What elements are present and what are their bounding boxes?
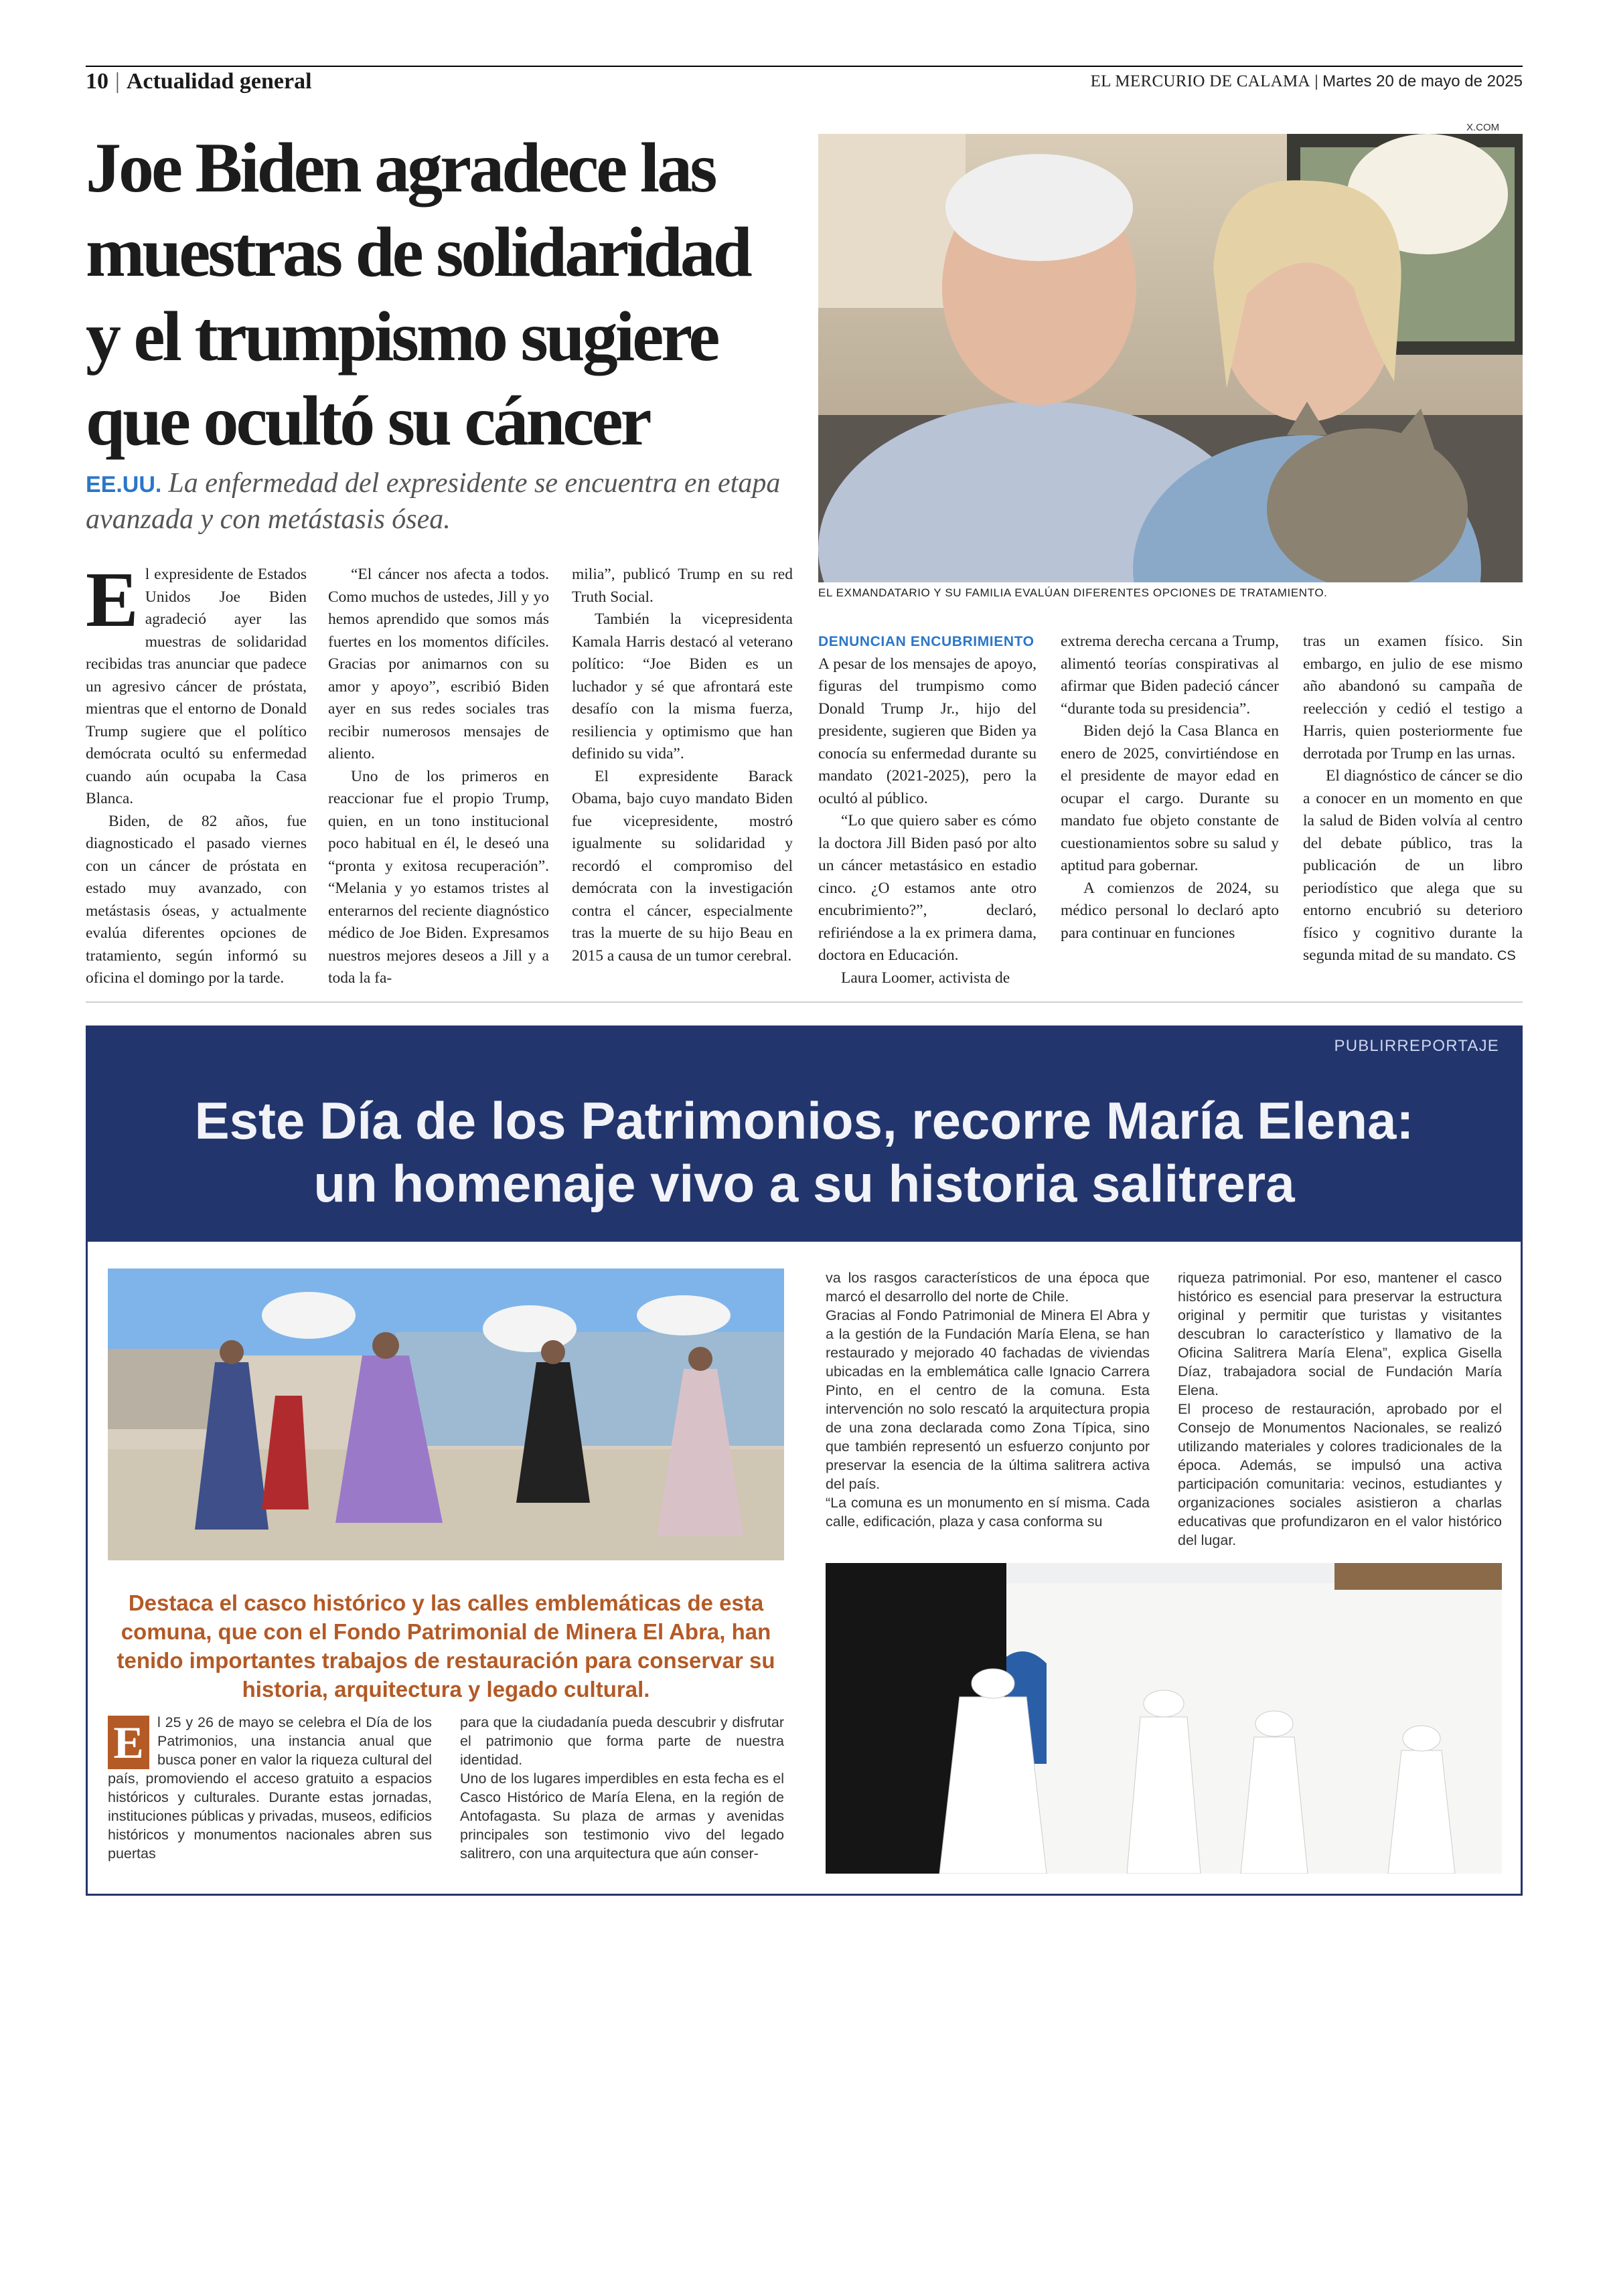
ad-column-1 <box>108 1713 432 1863</box>
paragraph: Biden, de 82 años, fue diagnosticado el pasado viernes con un cáncer de próstata en estado muy avanzado, con metástasis óseas, y actualmente evalúa diferentes opciones de tratamiento, según informó su oficina el domingo por la tarde. <box>86 812 307 987</box>
biden-family-photo <box>818 134 1523 582</box>
article-column-1 <box>86 556 307 990</box>
paragraph <box>86 556 307 811</box>
deck <box>86 466 802 537</box>
photo-caption: EL EXMANDATARIO Y SU FAMILIA EVALÚAN DIFERENTES OPCIONES DE TRATAMIENTO. <box>818 586 1328 599</box>
end-mark: CS <box>1497 949 1516 963</box>
header-separator: | <box>115 69 120 94</box>
ad-title-band <box>88 1028 1521 1242</box>
kicker: EE.UU. <box>86 472 162 497</box>
paragraph: También la vicepresidenta Kamala Harris destacó al veterano político: “Joe Biden es un luchador y sé que afrontará este desafío con la misma fuerza, resiliencia y optimismo que han definido su vida”. <box>572 610 793 762</box>
headline <box>86 126 809 463</box>
article-column-5 <box>1061 631 1279 945</box>
header-separator: | <box>1314 72 1319 90</box>
issue-date: Martes 20 de mayo de 2025 <box>1322 72 1523 90</box>
paragraph: El expresidente Barack Obama, bajo cuyo mandato Biden fue vicepresidente, mostró igualmente su solidaridad y recordó el compromiso del demócrata con la investigación contra el cáncer, especialmente tras la muerte de su hijo Beau en 2015 a causa de un tumor cerebral. <box>572 767 793 965</box>
headline-line: que ocultó su cáncer <box>86 382 649 460</box>
header-left <box>86 69 312 94</box>
photo-illustration <box>826 1563 1502 1874</box>
article-column-6 <box>1303 631 1523 968</box>
publireportaje <box>86 1026 1523 1896</box>
ad-title <box>88 1089 1521 1215</box>
paragraph: extrema derecha cercana a Trump, alimentó teorías conspirativas al afirmar que Biden padeció cáncer “durante toda su presidencia”. <box>1061 633 1279 718</box>
drop-cap: E <box>108 1716 149 1769</box>
newspaper-name: EL MERCURIO DE CALAMA <box>1090 72 1310 90</box>
section-divider <box>86 1001 1523 1003</box>
article-column-2 <box>328 564 549 990</box>
ad-lead: Destaca el casco histórico y las calles emblemáticas de esta comuna, que con el Fondo Patrimonial de Minera El Abra, han tenido importantes trabajos de restauración para conservar su historia, arquitectura y legado cultural. <box>117 1590 775 1702</box>
ad-text: “La comuna es un monumento en sí misma. Cada calle, edificación, plaza y casa conforma su <box>826 1495 1150 1530</box>
article-column-4 <box>818 631 1037 989</box>
headline-line: y el trumpismo sugiere <box>86 297 718 376</box>
header-right <box>1091 72 1523 91</box>
photo-illustration <box>108 1268 784 1560</box>
photo-credit: X.COM <box>1466 122 1500 133</box>
page-number: 10 <box>86 69 108 94</box>
parade-photo <box>108 1268 784 1560</box>
paragraph: Biden dejó la Casa Blanca en enero de 2025, convirtiéndose en el presidente de mayor edad en ocupar el cargo. Durante su mandato fue objeto constante de cuestionamientos sobre su salud y aptitud para gobernar. <box>1061 722 1279 874</box>
headline-line: muestras de solidaridad <box>86 213 750 291</box>
paragraph: “Lo que quiero saber es cómo la doctora Jill Biden pasó por alto un cáncer metastásico en estadio cinco. ¿O estamos ante otro encubrimiento?”, declaró, refiriéndose a la ex primera dama, doctora en Educación. <box>818 812 1037 964</box>
headline-line: Joe Biden agradece las <box>86 129 715 207</box>
paragraph: A comienzos de 2024, su médico personal lo declaró apto para continuar en funciones <box>1061 879 1279 942</box>
ad-text: para que la ciudadanía pueda descubrir y disfrutar el patrimonio que forma parte de nuestra identidad. <box>460 1714 784 1768</box>
ad-text: Gracias al Fondo Patrimonial de Minera El Abra y a la gestión de la Fundación María Elena, se han restaurado y mejorado 40 fachadas de viviendas ubicadas en la emblemática calle Ignacio Carrera Pinto, en el centro de la comuna. Esta intervención no solo rescató la arquitectura propia de una zona declarada como Zona Típica, sino que también representó un esfuerzo conjunto por preservar la esencia de la última salitrera activa del país. <box>826 1307 1150 1492</box>
drop-cap: E <box>86 556 139 643</box>
paragraph: Laura Loomer, activista de <box>841 969 1010 987</box>
paragraph-text: l expresidente de Estados Unidos Joe Biden agradeció ayer las muestras de solidaridad recibidas tras anunciar que padece un agresivo cáncer de próstata, mientras que el entorno de Donald Trump sugiere que el político demócrata ocultó su enfermedad cuando aún ocupaba la Casa Blanca. <box>86 566 307 807</box>
photo-illustration <box>818 134 1523 582</box>
ad-tag: PUBLIRREPORTAJE <box>1334 1037 1499 1055</box>
ad-title-line: un homenaje vivo a su historia salitrera <box>313 1154 1295 1213</box>
deck-text: La enfermedad del expresidente se encuentra en etapa avanzada y con metástasis ósea. <box>86 468 781 535</box>
page-header <box>86 67 1523 96</box>
ad-text: Uno de los lugares imperdibles en esta fecha es el Casco Histórico de María Elena, en la región de Antofagasta. Su plaza de armas y avenidas principales son testimonio vivo del legado salitrero, con una arquitectura que aún conser- <box>460 1771 784 1862</box>
paragraph <box>1303 765 1523 968</box>
ad-text: va los rasgos característicos de una época que marcó el desarrollo del norte de Chile. <box>826 1270 1150 1305</box>
ad-text: l 25 y 26 de mayo se celebra el Día de los Patrimonios, una instancia anual que busca poner en valor la riqueza cultural del país, promoviendo el acceso gratuito a espacios históricos y culturales. Durante estas jornadas, instituciones públicas y privadas, museos, edificios históricos y monumentos nacionales abren sus puertas <box>108 1714 432 1862</box>
ad-text: riqueza patrimonial. Por eso, mantener el casco histórico es esencial para preservar la estructura original y permitir que turistas y visitantes descubran lo característico y llamativo de la Oficina Salitrera María Elena”, explica Gisella Díaz, trabajadora social de Fundación María Elena. <box>1178 1270 1502 1398</box>
subhead: DENUNCIAN ENCUBRIMIENTO <box>818 634 1035 649</box>
article-column-3 <box>572 564 793 967</box>
ad-column-3 <box>826 1268 1150 1531</box>
ad-text: El proceso de restauración, aprobado por el Consejo de Monumentos Nacionales, se realizó utilizando materiales y colores tradicionales de la época. Además, se impulsó una activa participación comunitaria: vecinos, estudiantes y organizaciones sociales asistieron a charlas educativas que profundizaron en el valor histórico del lugar. <box>1178 1401 1502 1548</box>
section-name: Actualidad general <box>126 69 312 94</box>
paragraph: tras un examen físico. Sin embargo, en julio de ese mismo año abandonó su campaña de reelección y cedió el testigo a Harris, quien posteriormente fue derrotada por Trump en las urnas. <box>1303 633 1523 762</box>
paragraph-text: El diagnóstico de cáncer se dio a conocer en un momento en que la salud de Biden volvía al centro del debate público, tras la publicación de un libro periodístico que alega que su entorno encubrió su deterioro físico y cognitivo durante la segunda mitad de su mandato. <box>1303 767 1523 964</box>
ad-column-2 <box>460 1713 784 1863</box>
paragraph: milia”, publicó Trump en su red Truth Social. <box>572 566 793 606</box>
ad-title-line: Este Día de los Patrimonios, recorre María Elena: <box>194 1091 1414 1150</box>
paragraph: “El cáncer nos afecta a todos. Como muchos de ustedes, Jill y yo hemos aprendido que somos más fuertes en los momentos difíciles. Gracias por animarnos con su amor y apoyo”, escribió Biden ayer en sus redes sociales tras recibir numerosos mensajes de aliento. <box>328 566 549 762</box>
paragraph: A pesar de los mensajes de apoyo, figuras del trumpismo como Donald Trump Jr., hijo del presidente, sugieren que Biden ya conocía su enfermedad durante su mandato (2021-2025), pero la ocultó al público. <box>818 655 1037 807</box>
paragraph: Uno de los primeros en reaccionar fue el propio Trump, quien, en un tono institucional poco habitual en él, le deseó una “pronta y exitosa recuperación”. “Melania y yo estamos tristes al enterarnos del reciente diagnóstico médico de Joe Biden. Expresamos nuestros mejores deseos a Jill y a toda la fa- <box>328 767 549 987</box>
ad-column-4 <box>1178 1268 1502 1550</box>
restoration-photo <box>826 1563 1502 1874</box>
